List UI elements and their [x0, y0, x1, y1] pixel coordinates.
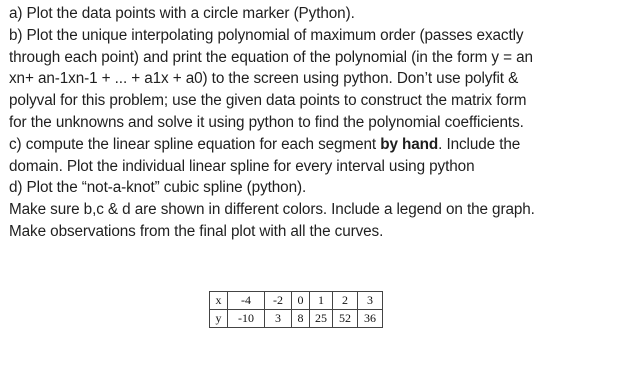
data-points-table — [209, 291, 383, 328]
instruction-line-c: c) compute the linear spline equation for each segment by hand. Include the — [9, 135, 521, 153]
table-row-y — [210, 310, 383, 328]
table-cell-x: 2 — [333, 292, 358, 310]
table-cell-y: 36 — [358, 310, 383, 328]
instruction-line-b-cont-1: through each point) and print the equation of the polynomial (in the form y = an — [9, 48, 533, 66]
instruction-line-b-cont-2: xn+ an-1xn-1 + ... + a1x + a0) to the screen using python. Don’t use polyfit & — [9, 70, 519, 88]
instruction-line-c-cont: domain. Plot the individual linear spline for every interval using python — [9, 157, 475, 175]
table-header-y: y — [210, 310, 228, 328]
instruction-line-observations: Make observations from the final plot with all the curves. — [9, 222, 384, 240]
table-cell-x: -4 — [228, 292, 265, 310]
instruction-line-colors: Make sure b,c & d are shown in different colors. Include a legend on the graph. — [9, 201, 535, 219]
table-cell-x: 1 — [310, 292, 333, 310]
table-header-x: x — [210, 292, 228, 310]
table-cell-y: 52 — [333, 310, 358, 328]
instruction-line-a: a) Plot the data points with a circle marker (Python). — [9, 5, 355, 22]
table-cell-x: 0 — [292, 292, 310, 310]
instruction-line-d: d) Plot the “not-a-knot” cubic spline (python). — [9, 179, 307, 197]
emphasis-by-hand: by hand — [380, 135, 439, 153]
table-cell-x: 3 — [358, 292, 383, 310]
table-cell-x: -2 — [265, 292, 292, 310]
instruction-line-b-cont-3: polyval for this problem; use the given data points to construct the matrix form — [9, 92, 527, 110]
problem-statement — [9, 3, 634, 243]
table-cell-y: 25 — [310, 310, 333, 328]
table-cell-y: 3 — [265, 310, 292, 328]
table-cell-y: -10 — [228, 310, 265, 328]
instruction-line-b-cont-4: for the unknowns and solve it using python to find the polynomial coefficients. — [9, 113, 524, 131]
table-cell-y: 8 — [292, 310, 310, 328]
instruction-line-b: b) Plot the unique interpolating polynomial of maximum order (passes exactly — [9, 26, 524, 44]
table-row-x — [210, 292, 383, 310]
